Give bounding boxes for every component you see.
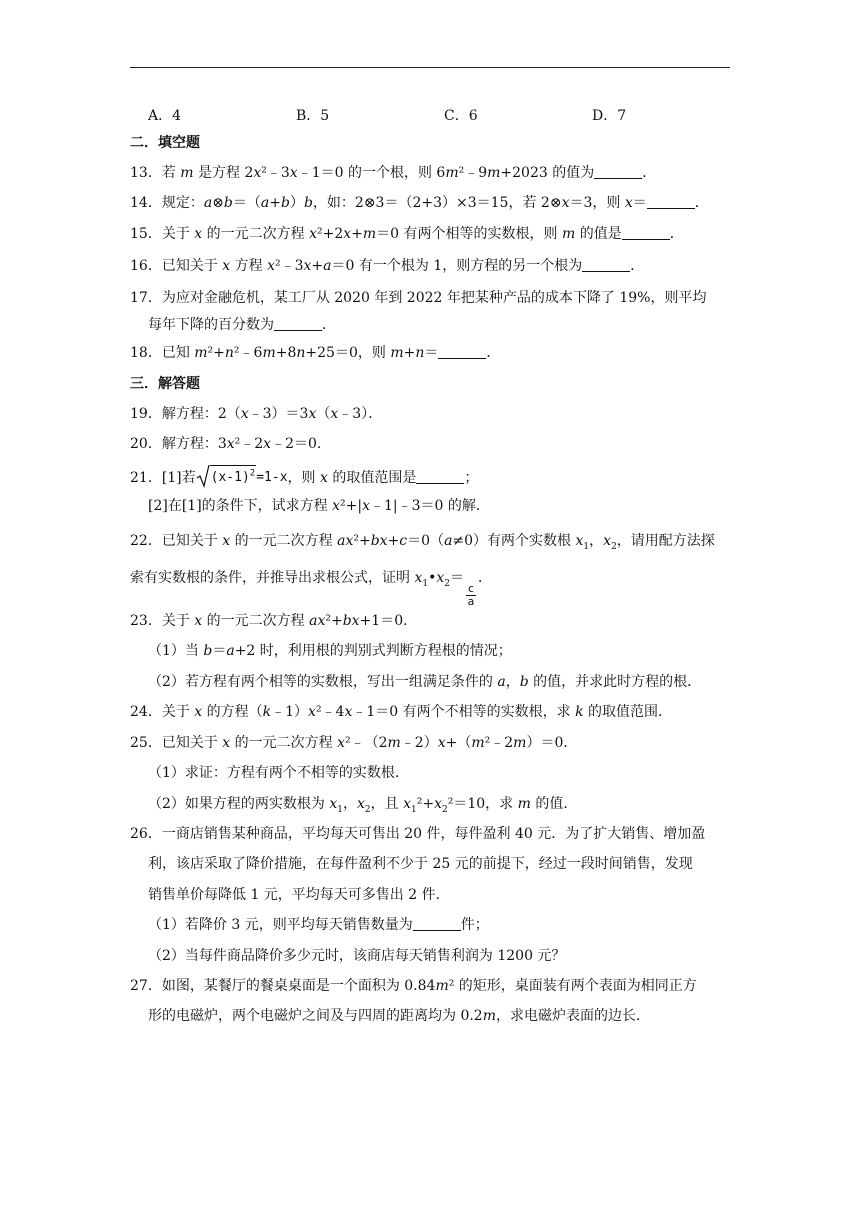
question-25-part-2: （2）如果方程的两实数根为 $x_1$，$x_2$，且 $x_1^2+x_2^2=10$，求 m 的值． (148, 796, 578, 815)
option-a: A．4 (148, 108, 182, 124)
answer-blank[interactable] (582, 257, 630, 272)
question-18: 18．已知 m²+n²﹣6m+8n+25＝0，则 m+n＝ ． (130, 345, 501, 361)
radical-sign (196, 464, 210, 488)
sqrt-expression: $(x-1)^2$ =1-x (196, 464, 288, 488)
question-15: 15．关于 x 的一元二次方程 x²+2x+m＝0 有两个相等的实数根，则 m 的值是 ． (130, 226, 684, 242)
answer-blank[interactable] (647, 194, 695, 209)
question-23-part-1: （1）当 b＝a+2 时，利用根的判别式判断方程根的情况； (148, 643, 512, 659)
question-23: 23．关于 x 的一元二次方程 ax²+bx+1＝0． (130, 613, 418, 629)
answer-blank[interactable] (416, 469, 464, 484)
answer-blank[interactable] (438, 344, 486, 359)
question-26-line-1: 26．一商店销售某种商品，平均每天可售出 20 件，每件盈利 40 元．为了扩大销售、增加盈 (130, 826, 706, 842)
question-22-line-1: 22．已知关于 x 的一元二次方程 ax²+bx+c＝0（a≠0）有两个实数根 $x_1$，$x_2$，请用配方法探 (130, 533, 715, 552)
question-23-part-2: （2）若方程有两个相等的实数根，写出一组满足条件的 a，b 的值，并求此时方程的根． (148, 674, 702, 690)
question-14: 14．规定：a⊗b＝（a+b）b，如：2⊗3＝（2+3）×3＝15，若 2⊗x＝3，则 x＝ ． (130, 195, 709, 211)
question-20: 20．解方程：3x²﹣2x﹣2＝0． (130, 436, 331, 452)
question-13: 13．若 m 是方程 2x²﹣3x﹣1＝0 的一个根，则 6m²﹣9m+2023 的值为 ． (130, 165, 657, 181)
question-25: 25．已知关于 x 的一元二次方程 x²﹣（2m﹣2）x+（m²﹣2m）＝0． (130, 735, 578, 751)
question-17-line-1: 17．为应对金融危机，某工厂从 2020 年到 2022 年把某种产品的成本下降了 19%，则平均 (130, 290, 707, 306)
option-b: B．5 (296, 108, 330, 124)
question-25-part-1: （1）求证：方程有两个不相等的实数根． (148, 765, 409, 781)
question-27-line-2: 形的电磁炉，两个电磁炉之间及与四周的距离均为 0.2m，求电磁炉表面的边长． (148, 1008, 650, 1024)
question-24: 24．关于 x 的方程（k﹣1）x²﹣4x﹣1＝0 有两个不相等的实数根，求 k 的取值范围． (130, 704, 673, 720)
question-26-line-2: 利，该店采取了降价措施，在每件盈利不少于 25 元的前提下，经过一段时间销售，发现 (148, 856, 693, 872)
answer-blank[interactable] (594, 164, 642, 179)
question-26-line-3: 销售单价每降低 1 元，平均每天可多售出 2 件． (148, 887, 450, 903)
question-26-part-2: （2）当每件商品降价多少元时，该商店每天销售利润为 1200 元？ (148, 948, 566, 964)
question-17-line-2: 每年下降的百分数为 ． (148, 317, 336, 333)
option-c: C．6 (444, 108, 478, 124)
section-fill-in: 二．填空题 (130, 135, 200, 151)
fraction-c-over-a: $\frac{c}{a}$ (467, 582, 475, 608)
question-19: 19．解方程：2（x﹣3）＝3x（x﹣3）． (130, 406, 383, 422)
question-21-line-1: 21．[1]若 $(x-1)^2$ =1-x ，则 x 的取值范围是 ； (130, 464, 478, 488)
answer-blank[interactable] (413, 916, 461, 931)
question-26-part-1: （1）若降价 3 元，则平均每天销售数量为 件； (148, 917, 489, 933)
header-rule (130, 67, 730, 68)
section-answer: 三．解答题 (130, 376, 200, 392)
answer-blank[interactable] (622, 225, 670, 240)
question-22-line-2: 索有实数根的条件，并推导出求根公式，证明 $x_1•x_2=$ $\frac{c}{a}$ ． (130, 570, 492, 608)
answer-blank[interactable] (274, 316, 322, 331)
option-d: D．7 (592, 108, 627, 124)
question-21-line-2: [2]在[1]的条件下，试求方程 x²+|x﹣1|﹣3＝0 的解． (148, 498, 490, 514)
question-27-line-1: 27．如图，某餐厅的餐桌桌面是一个面积为 0.84m² 的矩形，桌面装有两个表面为相同正方 (130, 978, 697, 994)
question-16: 16．已知关于 x 方程 x²﹣3x+a＝0 有一个根为 1，则方程的另一个根为 ． (130, 258, 645, 274)
